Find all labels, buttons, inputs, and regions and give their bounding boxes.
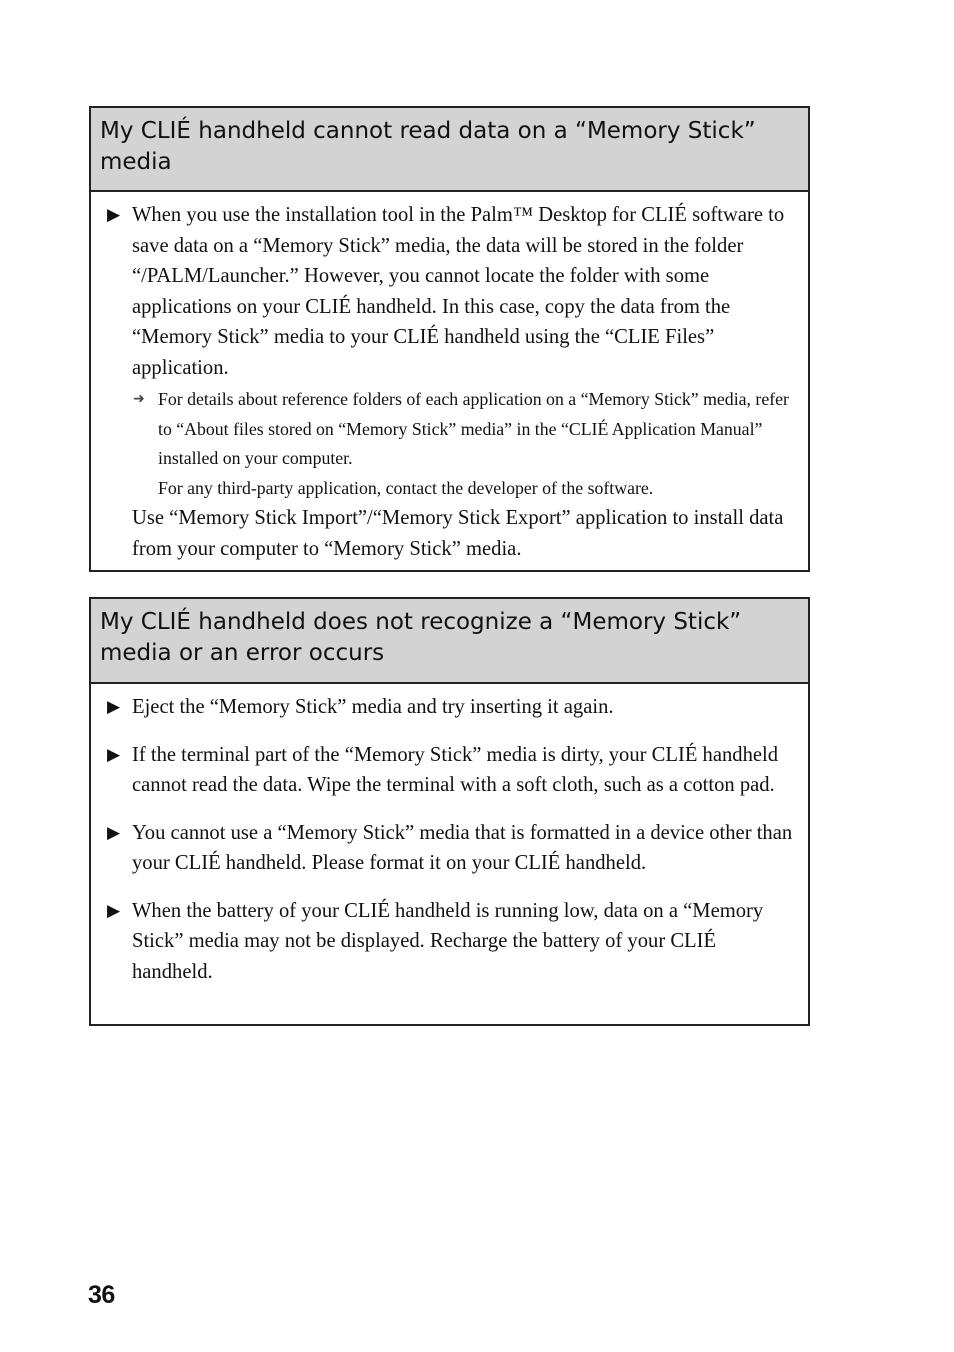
solution-item — [107, 818, 798, 879]
section-heading: My CLIÉ handheld does not recognize a “Memory Stick” media or an error occurs — [100, 609, 742, 666]
box-body — [91, 684, 808, 987]
solution-text: You cannot use a “Memory Stick” media that is formatted in a device other than your CLIÉ handheld. Please format it on your CLIÉ handheld. — [132, 821, 793, 874]
triangle-bullet-icon: ▶ — [107, 697, 121, 716]
page-number: 36 — [88, 1281, 115, 1309]
solution-item — [107, 200, 798, 564]
triangle-bullet-icon: ▶ — [107, 900, 121, 920]
solution-item — [107, 740, 798, 801]
solution-followup-text: Use “Memory Stick Import”/“Memory Stick Export” application to install data from your computer to “Memory Stick” media. — [132, 507, 784, 560]
solution-item — [107, 692, 798, 723]
triangle-bullet-icon: ▶ — [107, 205, 121, 224]
triangle-bullet-icon: ▶ — [107, 822, 121, 842]
solution-text: If the terminal part of the “Memory Stick” media is dirty, your CLIÉ handheld cannot read the data. Wipe the terminal with a soft cloth, such as a cotton pad. — [132, 743, 779, 796]
box-body — [91, 192, 808, 564]
box-header — [91, 599, 808, 684]
solution-text: Eject the “Memory Stick” media and try inserting it again. — [132, 696, 614, 718]
note-line: For any third-party application, contact the developer of the software. — [158, 477, 654, 498]
arrow-right-icon: ➜ — [133, 392, 145, 407]
section-heading: My CLIÉ handheld cannot read data on a “Memory Stick” media — [100, 118, 756, 175]
solution-text: When you use the installation tool in the Palm™ Desktop for CLIÉ software to save data on a “Memory Stick” media, the data will be stored in the folder “/PALM/Launcher.” However, you cannot locate the folder with some applications on your CLIÉ handheld. In this case, copy the data from the “Memory Stick” media to your CLIÉ handheld using the “CLIE Files” application. — [132, 204, 785, 379]
troubleshooting-box-cannot-read — [89, 106, 810, 572]
solution-text: When the battery of your CLIÉ handheld is running low, data on a “Memory Stick” media may not be displayed. Recharge the battery of your CLIÉ handheld. — [132, 899, 764, 983]
triangle-bullet-icon: ▶ — [107, 744, 121, 764]
box-header — [91, 108, 808, 192]
solution-item — [107, 896, 798, 988]
note-line: For details about reference folders of each application on a “Memory Stick” media, refer to “About files stored on “Memory Stick” media” in the “CLIÉ Application Manual” installed on your computer. — [158, 389, 789, 468]
note — [132, 385, 798, 503]
troubleshooting-box-not-recognized — [89, 597, 810, 1026]
